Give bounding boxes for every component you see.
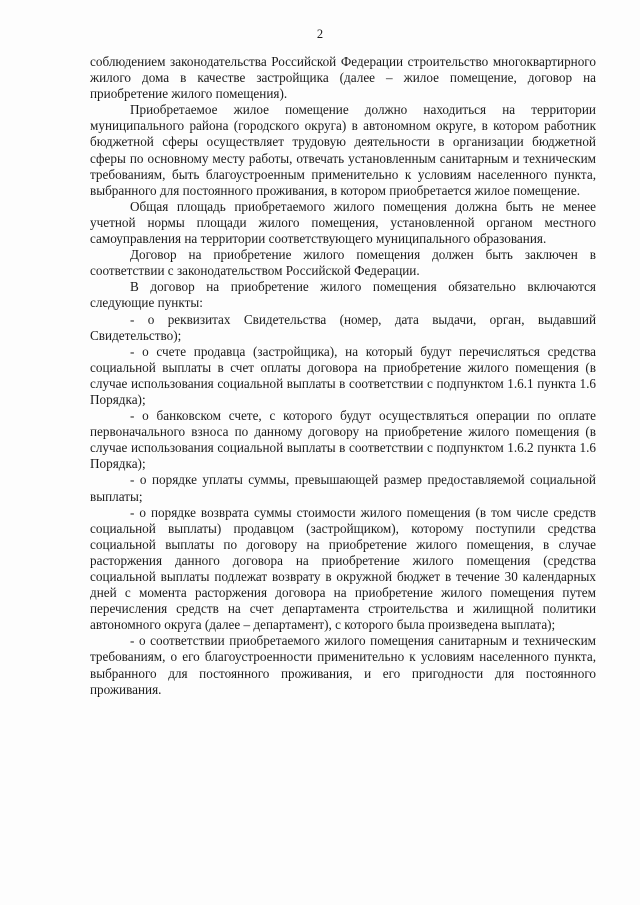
list-item-requisites: - о реквизитах Свидетельства (номер, дата выдачи, орган, выдавший Свидетельство); bbox=[90, 311, 596, 343]
list-item-seller-account: - о счете продавца (застройщика), на который будут перечисляться средства социальной выплаты в счет оплаты договора на приобретение жилого помещения (в случае использования социальной выплаты в соответствии с подпунктом 1.6.1 пункта 1.6 Порядка); bbox=[90, 343, 596, 407]
list-item-excess-payment: - о порядке уплаты суммы, превышающей размер предоставляемой социальной выплаты; bbox=[90, 472, 596, 504]
paragraph-4: Договор на приобретение жилого помещения должен быть заключен в соответствии с законодательством Российской Федерации. bbox=[90, 247, 596, 279]
list-item-bank-account: - о банковском счете, с которого будут осуществляться операции по оплате первоначального взноса по данному договору на приобретение жилого помещения (в случае использования социальной выплаты в соответствии с подпунктом 1.6.2 пункта 1.6 Порядка); bbox=[90, 408, 596, 472]
page-number: 2 bbox=[316, 27, 324, 41]
paragraph-2: Приобретаемое жилое помещение должно находиться на территории муниципального района (городского округа) в автономном округе, в котором работник бюджетной сферы осуществляет трудовую деятельности в организации бюджетной сферы по основному месту работы, отвечать установленным санитарным и техническим требованиям, быть благоустроенным применительно к условиям населенного пункта, выбранного для постоянного проживания, в котором приобретается жилое помещение. bbox=[90, 102, 596, 198]
paragraph-3: Общая площадь приобретаемого жилого помещения должна быть не менее учетной нормы площади жилого помещения, установленной органом местного самоуправления на территории соответствующего муниципального образования. bbox=[90, 198, 596, 247]
list-item-refund-procedure: - о порядке возврата суммы стоимости жилого помещения (в том числе средств социальной выплаты) продавцом (застройщиком), которому поступили средства социальной выплаты по договору на приобретение жилого помещения, в случае расторжения данного договора на приобретение жилого помещения (средства социальной выплаты подлежат возврату в окружной бюджет в течение 30 календарных дней с момента расторжения договора на приобретение жилого помещения путем перечисления средств на счет департамента строительства и жилищной политики автономного округа (далее – департамент), с которого была произведена выплата); bbox=[90, 504, 596, 633]
document-body bbox=[90, 54, 596, 698]
paragraph-5: В договор на приобретение жилого помещения обязательно включаются следующие пункты: bbox=[90, 279, 596, 311]
paragraph-1: соблюдением законодательства Российской Федерации строительство многоквартирного жилого дома в качестве застройщика (далее – жилое помещение, договор на приобретение жилого помещения). bbox=[90, 54, 596, 102]
list-item-compliance: - о соответствии приобретаемого жилого помещения санитарным и техническим требованиям, о его благоустроенности применительно к условиям населенного пункта, выбранного для постоянного проживания, и его пригодности для постоянного проживания. bbox=[90, 633, 596, 697]
